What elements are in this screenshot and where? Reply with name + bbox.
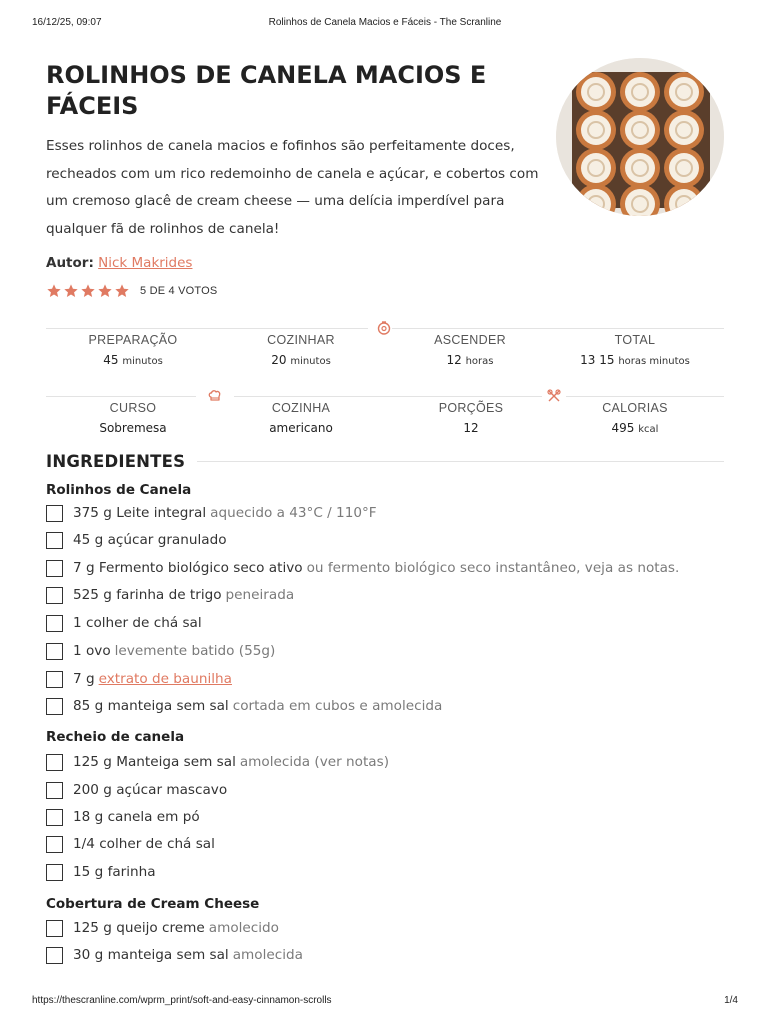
print-page-number: 1/4 — [724, 995, 738, 1006]
divider — [234, 396, 542, 397]
course-label: CURSO — [109, 401, 157, 415]
servings-value: 12 — [463, 421, 479, 435]
print-header — [32, 17, 738, 31]
course-value: Sobremesa — [99, 421, 167, 435]
ingredient-text: 1 colher de chá sal — [73, 615, 202, 631]
ingredients-heading — [46, 450, 724, 472]
prep-time-unit: minutos — [122, 356, 163, 367]
recipe-summary: Esses rolinhos de canela macios e fofinhos são perfeitamente doces, recheados com um rico redemoinho de canela e açúcar, e cobertos com um cremoso glacê de cream cheese — uma delícia imperdível para qualquer fã de rolinhos de canela! — [46, 138, 539, 237]
ingredient-text: 7 g — [73, 671, 95, 687]
recipe-rating — [46, 283, 217, 299]
print-url[interactable]: https://thescranline.com/wprm_print/soft-and-easy-cinnamon-scrolls — [32, 995, 332, 1006]
ingredient-checkbox[interactable] — [46, 920, 63, 937]
ingredient-note: amolecida (ver notas) — [239, 754, 390, 770]
calories-value: 495 — [611, 421, 635, 435]
author-label: Autor: — [46, 255, 94, 271]
prep-time-label: PREPARAÇÃO — [88, 333, 178, 347]
ingredient-note: aquecido a 43°C / 110°F — [210, 505, 377, 521]
print-page-title: Rolinhos de Canela Macios e Fáceis - The Scranline — [268, 17, 502, 28]
ingredient-note: ou fermento biológico seco instantâneo, veja as notas. — [306, 560, 680, 576]
ingredient-text: 1 ovo — [73, 643, 111, 659]
divider — [566, 396, 724, 397]
ingredient-note: amolecida — [232, 947, 303, 963]
ingredient-checkbox[interactable] — [46, 615, 63, 632]
ingredient-item — [46, 557, 679, 579]
ingredient-checkbox[interactable] — [46, 643, 63, 660]
ingredient-checkbox[interactable] — [46, 864, 63, 881]
ingredient-checkbox[interactable] — [46, 560, 63, 577]
star-icon[interactable] — [46, 283, 62, 299]
total-time-value: 13 15 — [580, 353, 615, 367]
course — [48, 401, 218, 435]
ingredient-group-title: Recheio de canela — [46, 729, 185, 745]
ingredient-item — [46, 695, 442, 717]
ingredient-item — [46, 861, 160, 883]
ingredient-text: 7 g Fermento biológico seco ativo — [73, 560, 303, 576]
star-icon[interactable] — [114, 283, 130, 299]
ingredient-group-title: Cobertura de Cream Cheese — [46, 896, 260, 912]
ingredient-checkbox[interactable] — [46, 836, 63, 853]
ingredient-text: 125 g queijo creme — [73, 920, 205, 936]
ingredient-text: 525 g farinha de trigo — [73, 587, 222, 603]
cook-time — [216, 333, 386, 367]
ingredient-text: 1/4 colher de chá sal — [73, 836, 215, 852]
cuisine-label: COZINHA — [271, 401, 331, 415]
ingredient-item — [46, 917, 279, 939]
star-icon[interactable] — [63, 283, 79, 299]
ingredient-item — [46, 640, 275, 662]
print-date: 16/12/25, 09:07 — [32, 17, 102, 28]
ingredient-item — [46, 751, 389, 773]
divider — [46, 396, 196, 397]
ingredient-checkbox[interactable] — [46, 782, 63, 799]
ingredient-item — [46, 944, 303, 966]
total-time — [550, 333, 720, 367]
ingredient-item — [46, 779, 231, 801]
ingredient-note: peneirada — [225, 587, 295, 603]
ingredient-item — [46, 502, 377, 524]
recipe-title: ROLINHOS DE CANELA MACIOS E FÁCEIS — [46, 61, 487, 120]
ingredient-item — [46, 612, 206, 634]
ingredient-group-title: Rolinhos de Canela — [46, 482, 192, 498]
recipe-details — [46, 396, 724, 444]
ingredient-item — [46, 529, 231, 551]
rise-time-unit: horas — [465, 356, 494, 367]
cook-time-value: 20 — [271, 353, 287, 367]
ingredient-text: 125 g Manteiga sem sal — [73, 754, 236, 770]
rating-votes: 5 DE 4 VOTOS — [140, 285, 218, 297]
divider — [392, 328, 724, 329]
recipe-photo — [556, 58, 724, 216]
ingredients-heading-text: INGREDIENTES — [46, 451, 186, 471]
star-icon[interactable] — [97, 283, 113, 299]
ingredient-text: 375 g Leite integral — [73, 505, 207, 521]
total-time-unit: horas minutos — [618, 356, 690, 367]
rise-time — [385, 333, 555, 367]
ingredient-checkbox[interactable] — [46, 698, 63, 715]
ingredient-note: levemente batido (55g) — [114, 643, 276, 659]
ingredient-item — [46, 584, 294, 606]
ingredient-item — [46, 806, 204, 828]
cook-time-label: COZINHAR — [267, 333, 335, 347]
cook-time-unit: minutos — [290, 356, 331, 367]
divider — [197, 461, 724, 462]
ingredient-checkbox[interactable] — [46, 947, 63, 964]
ingredient-checkbox[interactable] — [46, 754, 63, 771]
cuisine — [216, 401, 386, 435]
servings — [386, 401, 556, 435]
print-footer — [32, 995, 738, 1009]
recipe-times — [46, 328, 724, 376]
rise-time-label: ASCENDER — [434, 333, 506, 347]
rating-stars[interactable] — [46, 283, 130, 299]
calories — [550, 401, 720, 435]
ingredient-text: 200 g açúcar mascavo — [73, 782, 228, 798]
ingredient-text: 45 g açúcar granulado — [73, 532, 227, 548]
author-link[interactable]: Nick Makrides — [98, 255, 193, 271]
ingredient-checkbox[interactable] — [46, 587, 63, 604]
cuisine-value: americano — [269, 421, 333, 435]
ingredient-checkbox[interactable] — [46, 809, 63, 826]
ingredient-text: 85 g manteiga sem sal — [73, 698, 229, 714]
ingredient-note: amolecido — [208, 920, 279, 936]
ingredient-text: 15 g farinha — [73, 864, 156, 880]
calories-unit: kcal — [638, 424, 659, 435]
ingredient-checkbox[interactable] — [46, 671, 63, 688]
ingredient-text: 18 g canela em pó — [73, 809, 200, 825]
prep-time-value: 45 — [103, 353, 119, 367]
calories-label: CALORIAS — [602, 401, 668, 415]
total-time-label: TOTAL — [614, 333, 656, 347]
ingredient-note: cortada em cubos e amolecida — [232, 698, 443, 714]
ingredient-checkbox[interactable] — [46, 532, 63, 549]
ingredient-checkbox[interactable] — [46, 505, 63, 522]
star-icon[interactable] — [80, 283, 96, 299]
prep-time — [48, 333, 218, 367]
ingredient-item — [46, 833, 219, 855]
rise-time-value: 12 — [446, 353, 462, 367]
servings-label: PORÇÕES — [438, 401, 504, 415]
ingredient-link[interactable]: extrato de baunilha — [98, 671, 232, 687]
recipe-author — [46, 255, 192, 271]
ingredient-text: 30 g manteiga sem sal — [73, 947, 229, 963]
ingredient-item — [46, 668, 232, 690]
divider — [46, 328, 368, 329]
